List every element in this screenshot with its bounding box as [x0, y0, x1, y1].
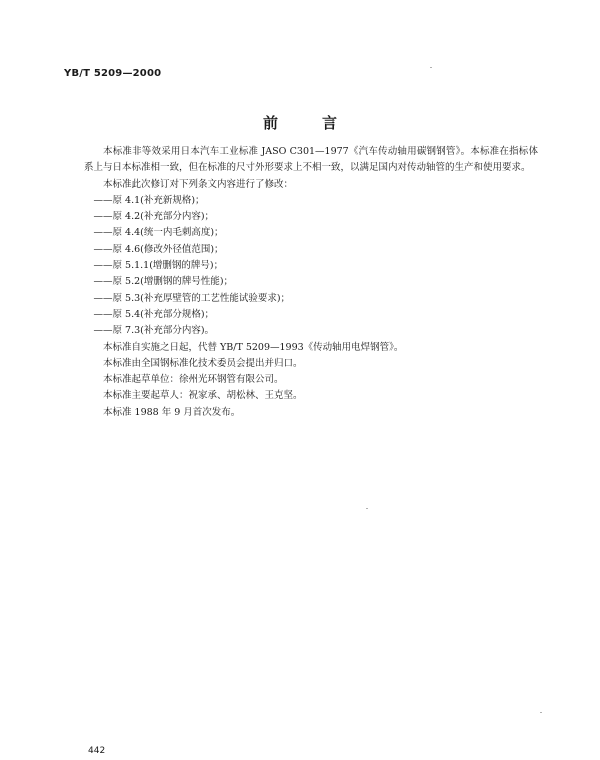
list-item: ——原 4.2(补充部分内容)；: [93, 211, 215, 223]
list-item: ——原 5.2(增删钢的牌号性能)；: [93, 276, 234, 288]
list-item: ——原 5.4(补充部分规格)；: [93, 308, 215, 320]
document-body: [84, 144, 538, 421]
list-item: ——原 5.3(补充厚壁管的工艺性能试验要求)；: [93, 292, 291, 304]
scan-speck: [430, 67, 432, 68]
replaces-statement: 本标准自实施之日起，代替 YB/T 5209—1993《传动轴用电焊钢管》。: [103, 341, 404, 353]
standard-code-header: YB/T 5209—2000: [64, 68, 162, 79]
intro-paragraph: 本标准非等效采用日本汽车工业标准 JASO C301—1977《汽车传动轴用碳钢钢管》。本标准在指标体系上与日本标准相一致，但在标准的尺寸外形要求上不相一致，以满足国内对传动轴管的生产和使用要求。: [84, 146, 538, 174]
first-issue-statement: 本标准 1988 年 9 月首次发布。: [103, 406, 241, 418]
revision-list: [84, 193, 538, 340]
list-item: ——原 4.1(补充新规格)；: [93, 194, 205, 206]
page-title: 前言: [262, 114, 381, 132]
scan-speck: [366, 508, 368, 509]
revision-lead-paragraph: 本标准此次修订对下列条文内容进行了修改：: [103, 178, 294, 190]
list-item: ——原 5.1.1(增删钢的牌号)；: [93, 260, 224, 272]
list-item: ——原 4.4(统一内毛刺高度)；: [93, 227, 224, 239]
scan-speck: [540, 712, 542, 713]
list-item: ——原 4.6(修改外径值范围)；: [93, 243, 224, 255]
proposed-by-statement: 本标准由全国钢标准化技术委员会提出并归口。: [103, 357, 303, 369]
page-number: 442: [88, 746, 106, 756]
list-item: ——原 7.3(补充部分内容)。: [93, 325, 215, 337]
drafting-unit-statement: 本标准起草单位：徐州光环钢管有限公司。: [103, 374, 284, 386]
drafters-statement: 本标准主要起草人：祝家承、胡松林、王克坚。: [103, 390, 303, 402]
